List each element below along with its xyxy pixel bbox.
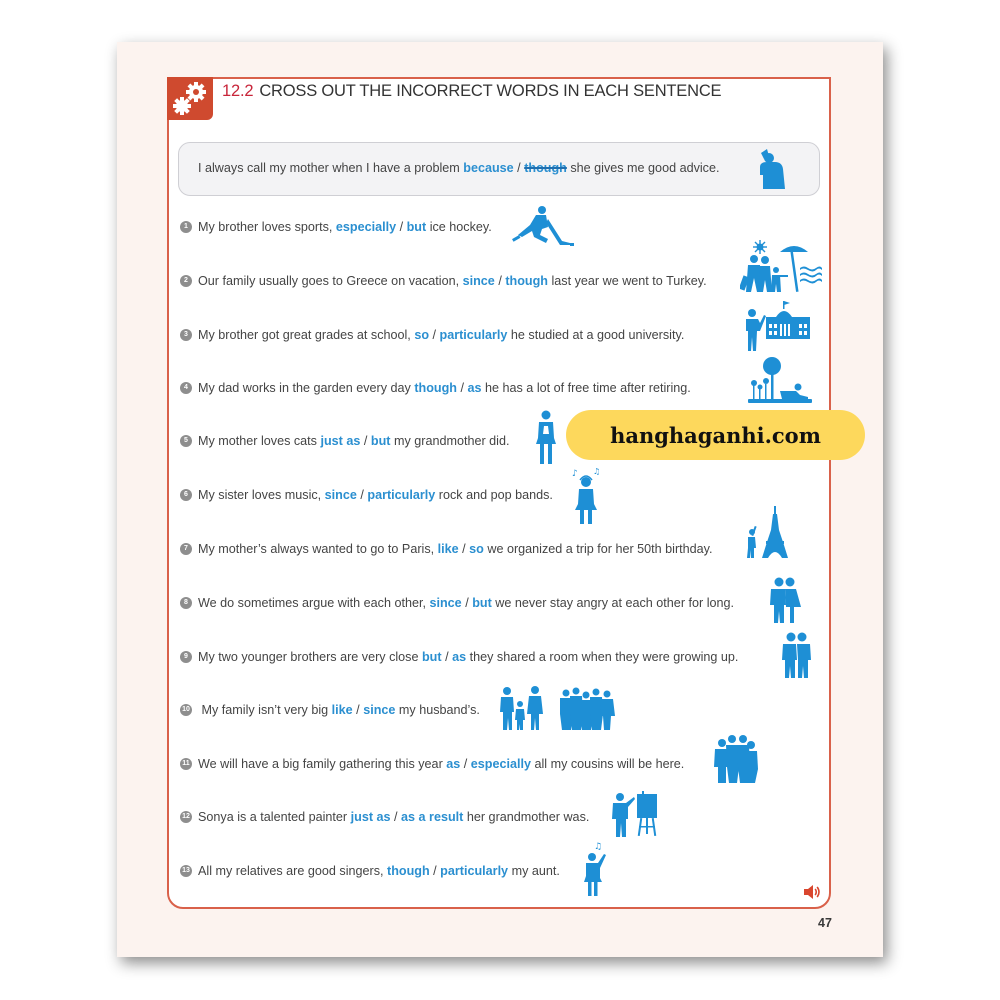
small-and-big-family-icon	[500, 686, 616, 732]
option-b[interactable]: so	[469, 542, 484, 556]
separator: /	[429, 864, 441, 878]
sentence-row-8	[180, 594, 734, 612]
example-separator: /	[513, 161, 525, 175]
sentence-text: last year we went to Turkey.	[548, 274, 707, 288]
sentence-text: we organized a trip for her 50th birthday.	[483, 542, 713, 556]
watermark-badge: hanghaganhi.com	[566, 410, 865, 460]
exercise-heading: CROSS OUT THE INCORRECT WORDS IN EACH SENTENCE	[259, 82, 722, 100]
sentence-row-13	[180, 862, 560, 880]
family-group-icon	[713, 735, 759, 785]
item-number: 1	[180, 221, 192, 233]
item-number: 5	[180, 435, 192, 447]
two-brothers-icon	[781, 632, 813, 680]
option-b[interactable]: particularly	[439, 328, 508, 342]
separator: /	[429, 328, 440, 342]
sentence-text: My sister loves music,	[198, 488, 325, 502]
item-number: 13	[180, 865, 192, 877]
sentence-row-2	[180, 272, 707, 290]
sentence-text: they shared a room when they were growing up.	[466, 650, 739, 664]
option-a[interactable]: since	[462, 274, 495, 288]
sentence-text: My family isn’t very big	[198, 703, 332, 717]
painter-easel-icon	[610, 791, 662, 839]
option-a[interactable]: as	[446, 757, 461, 771]
sentence-row-6	[180, 486, 553, 504]
option-b[interactable]: but	[472, 596, 492, 610]
sentence-text: my husband’s.	[395, 703, 480, 717]
item-number: 11	[180, 758, 192, 770]
option-a[interactable]: like	[331, 703, 353, 717]
example-option-b-struck[interactable]: though	[524, 161, 567, 175]
option-b[interactable]: but	[370, 434, 391, 448]
sentence-text: my aunt.	[508, 864, 560, 878]
student-university-icon	[744, 301, 810, 351]
sentence-text: we never stay angry at each other for long.	[491, 596, 735, 610]
sentence-row-1	[180, 218, 492, 236]
item-number: 7	[180, 543, 192, 555]
option-b[interactable]: especially	[470, 757, 531, 771]
item-number: 9	[180, 651, 192, 663]
sentence-text: ice hockey.	[426, 220, 492, 234]
sentence-text: My mother loves cats	[198, 434, 321, 448]
person-on-phone-icon	[755, 149, 787, 189]
option-b[interactable]: as	[452, 650, 467, 664]
item-number: 4	[180, 382, 192, 394]
svg-text:♫: ♫	[594, 842, 603, 852]
option-b[interactable]: as	[467, 381, 482, 395]
exercise-number: 12.2	[222, 82, 254, 100]
separator: /	[390, 810, 402, 824]
sentence-row-10	[180, 701, 480, 719]
sentence-text: My mother’s always wanted to go to Paris,	[198, 542, 438, 556]
example-option-a[interactable]: because	[463, 161, 514, 175]
ice-hockey-player-icon	[512, 205, 578, 249]
sentence-text: All my relatives are good singers,	[198, 864, 387, 878]
svg-text:♫: ♫	[593, 467, 601, 476]
sentence-text: he studied at a good university.	[507, 328, 685, 342]
sentence-text: Sonya is a talented painter	[198, 810, 351, 824]
girl-headphones-music-icon	[571, 466, 611, 526]
item-number: 12	[180, 811, 192, 823]
item-number: 6	[180, 489, 192, 501]
example-sentence	[198, 161, 719, 175]
sentence-text: My dad works in the garden every day	[198, 381, 415, 395]
sentence-text: We do sometimes argue with each other,	[198, 596, 430, 610]
sentence-row-12	[180, 808, 589, 826]
option-a[interactable]: though	[387, 864, 430, 878]
sentence-row-11	[180, 755, 684, 773]
option-a[interactable]: especially	[335, 220, 397, 234]
option-a[interactable]: though	[414, 381, 457, 395]
option-a[interactable]: since	[429, 596, 462, 610]
separator: /	[494, 274, 506, 288]
sentence-row-5	[180, 432, 509, 450]
option-b[interactable]: but	[406, 220, 427, 234]
item-number: 8	[180, 597, 192, 609]
example-text-before: I always call my mother when I have a problem	[198, 161, 464, 175]
separator: /	[441, 650, 453, 664]
sentence-text: my grandmother did.	[390, 434, 510, 448]
exercise-title	[222, 82, 721, 104]
separator: /	[460, 757, 471, 771]
separator: /	[456, 381, 468, 395]
sentence-text: We will have a big family gathering this year	[198, 757, 447, 771]
speaker-icon[interactable]	[803, 884, 823, 905]
option-b[interactable]: particularly	[367, 488, 436, 502]
woman-holding-cat-icon	[534, 410, 558, 466]
couple-icon	[768, 577, 804, 625]
gardening-icon	[748, 357, 814, 405]
sentence-text: My two younger brothers are very close	[198, 650, 422, 664]
separator: /	[458, 542, 470, 556]
family-beach-vacation-icon	[740, 240, 822, 294]
sentence-row-3	[180, 326, 684, 344]
sentence-text: Our family usually goes to Greece on vacation,	[198, 274, 463, 288]
svg-text:♪: ♪	[572, 469, 578, 479]
option-b[interactable]: since	[363, 703, 396, 717]
option-a[interactable]: just as	[320, 434, 361, 448]
sentence-text: all my cousins will be here.	[531, 757, 685, 771]
separator: /	[396, 220, 407, 234]
item-number: 10	[180, 704, 192, 716]
sentence-text: rock and pop bands.	[435, 488, 553, 502]
separator: /	[356, 488, 368, 502]
sentence-text: My brother loves sports,	[198, 220, 336, 234]
option-b[interactable]: particularly	[440, 864, 509, 878]
sentence-row-4	[180, 379, 691, 397]
separator: /	[461, 596, 473, 610]
option-a[interactable]: just as	[350, 810, 391, 824]
singer-icon	[582, 840, 612, 896]
item-number: 2	[180, 275, 192, 287]
option-a[interactable]: since	[324, 488, 357, 502]
option-a[interactable]: like	[437, 542, 459, 556]
option-a[interactable]: but	[421, 650, 442, 664]
sentence-text: he has a lot of free time after retiring.	[481, 381, 691, 395]
example-box	[178, 142, 820, 196]
option-a[interactable]: so	[414, 328, 430, 342]
item-number: 3	[180, 329, 192, 341]
sentence-text: her grandmother was.	[463, 810, 590, 824]
sentence-text: My brother got great grades at school,	[198, 328, 415, 342]
option-b[interactable]: though	[505, 274, 548, 288]
separator: /	[360, 434, 371, 448]
exercise-tab	[167, 77, 213, 120]
option-b[interactable]: as a result	[401, 810, 464, 824]
example-text-after: she gives me good advice.	[566, 161, 720, 175]
sentence-row-9	[180, 648, 738, 666]
separator: /	[352, 703, 364, 717]
sentence-row-7	[180, 540, 713, 558]
page-number: 47	[818, 916, 832, 930]
eiffel-tower-icon	[744, 506, 790, 560]
